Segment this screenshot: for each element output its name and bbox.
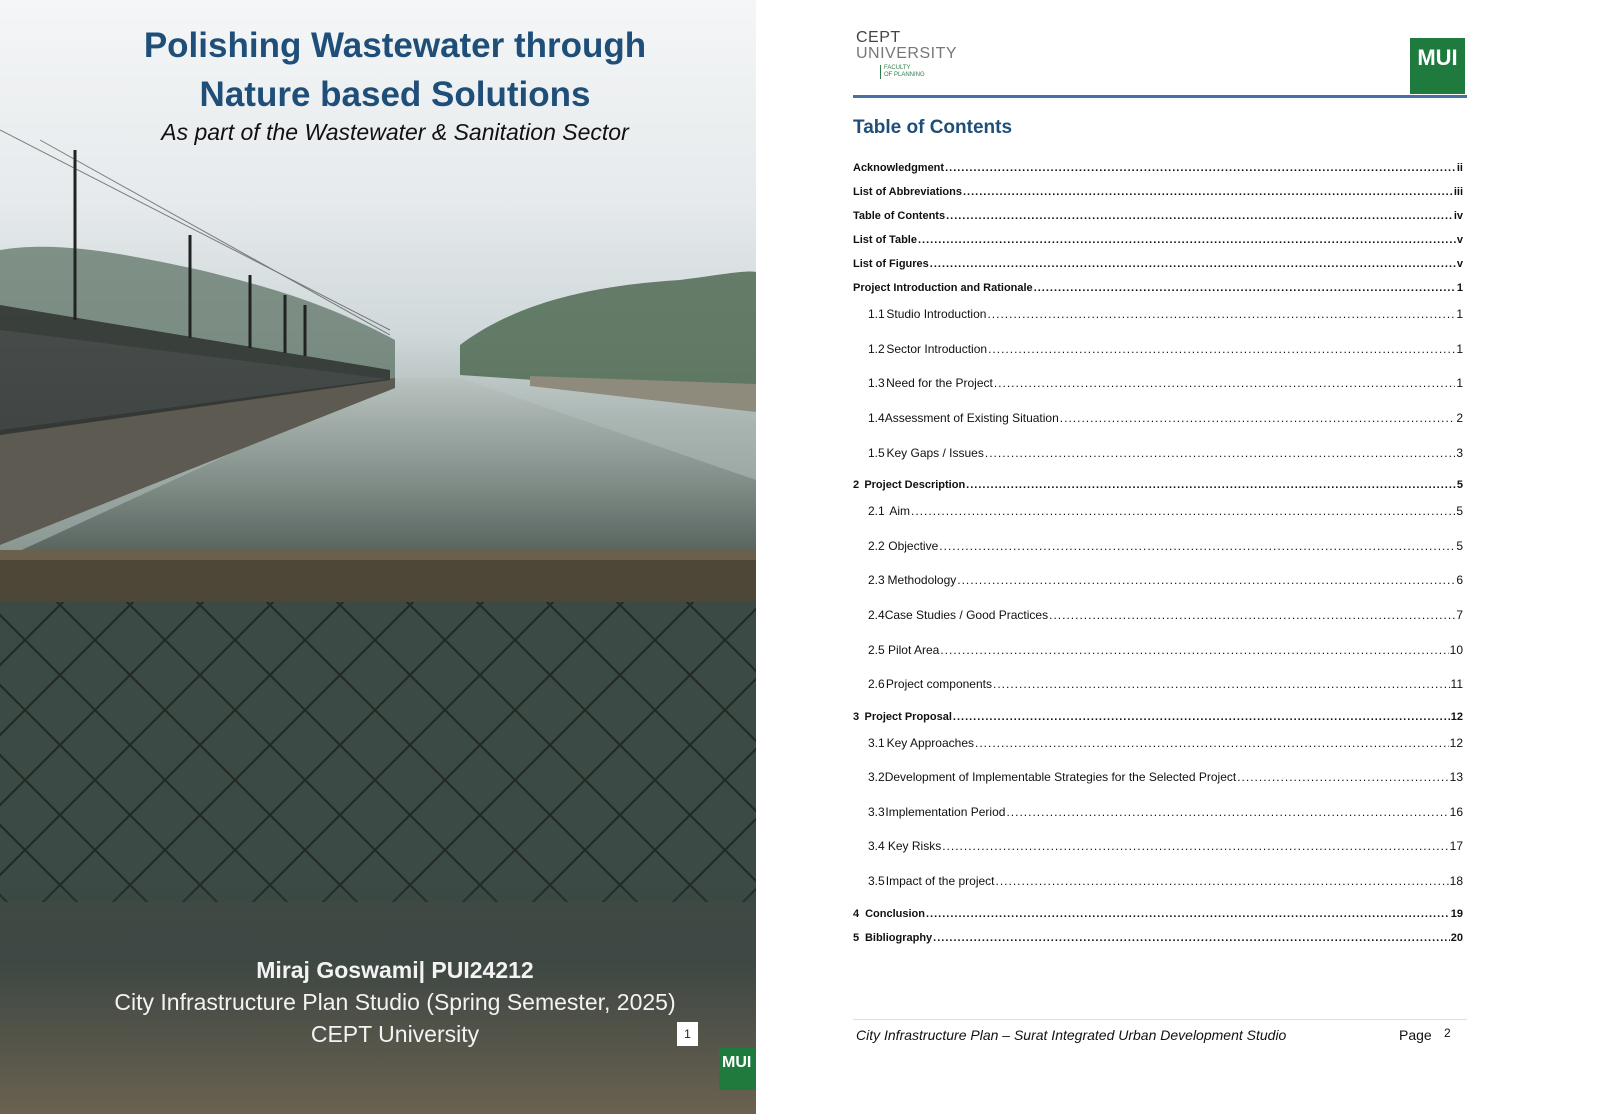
- cover-title-line-2: Nature based Solutions: [199, 75, 591, 114]
- toc-entry-page: v: [1456, 258, 1463, 270]
- toc-entry-page: iv: [1453, 210, 1463, 222]
- toc-entry-label: Assessment of Existing Situation: [884, 411, 1059, 425]
- toc-dot-leader: [966, 479, 1456, 491]
- toc-entry-label: Project Description: [864, 479, 966, 491]
- toc-entry-label: Project Introduction and Rationale: [853, 282, 1033, 294]
- toc-entry-label: Bibliography: [864, 932, 933, 944]
- toc-entry-page: 3: [1456, 446, 1463, 460]
- toc-dot-leader: [985, 446, 1455, 460]
- toc-entry[interactable]: [853, 446, 1463, 460]
- toc-entry[interactable]: [853, 677, 1463, 691]
- toc-entry-number: 2.1: [868, 504, 885, 518]
- toc-entry[interactable]: [853, 643, 1463, 657]
- toc-entry-label: Key Risks: [887, 839, 942, 853]
- toc-entry-number: 2.6: [868, 677, 885, 691]
- toc-entry-label: Studio Introduction: [886, 307, 987, 321]
- cover-university: CEPT University: [310, 1021, 480, 1047]
- footer-page-label: Page: [1399, 1027, 1432, 1043]
- toc-dot-leader: [939, 539, 1455, 553]
- toc-dot-leader: [918, 234, 1456, 246]
- mui-logo-small-text: MUI: [722, 1054, 752, 1071]
- cept-logo-line-1: CEPT: [856, 29, 901, 46]
- header-divider: [853, 95, 1467, 98]
- toc-entry-page: 7: [1456, 608, 1463, 622]
- toc-entry-page: 20: [1450, 932, 1463, 944]
- toc-entry-page: 10: [1449, 643, 1463, 657]
- toc-dot-leader: [1006, 805, 1448, 819]
- toc-entry[interactable]: [853, 258, 1463, 270]
- toc-entry[interactable]: [853, 342, 1463, 356]
- toc-dot-leader: [957, 573, 1455, 587]
- toc-entry-label: Table of Contents: [853, 210, 946, 222]
- toc-entry[interactable]: [853, 932, 1463, 944]
- toc-entry-label: Methodology: [887, 573, 957, 587]
- toc-entry-label: Impact of the project: [885, 874, 995, 888]
- toc-entry-page: 2: [1456, 411, 1463, 425]
- toc-dot-leader: [945, 162, 1456, 174]
- toc-dot-leader: [993, 677, 1450, 691]
- toc-entry-page: iii: [1453, 186, 1463, 198]
- toc-dot-leader: [946, 210, 1453, 222]
- toc-entry[interactable]: [853, 608, 1463, 622]
- toc-entry[interactable]: [853, 711, 1463, 723]
- toc-entry-label: Acknowledgment: [853, 162, 945, 174]
- toc-dot-leader: [1060, 411, 1456, 425]
- toc-dot-leader: [994, 376, 1455, 390]
- cover-page: [0, 0, 756, 1114]
- toc-entry-page: 16: [1449, 805, 1463, 819]
- toc-entry-label: Project components: [885, 677, 992, 691]
- toc-dot-leader: [987, 307, 1455, 321]
- toc-entry-page: 12: [1449, 736, 1463, 750]
- toc-entry-number: 2.2: [868, 539, 885, 553]
- toc-dot-leader: [940, 643, 1448, 657]
- toc-entry-page: 1: [1456, 376, 1463, 390]
- toc-entry-label: Pilot Area: [887, 643, 940, 657]
- toc-dot-leader: [930, 258, 1456, 270]
- cept-logo-faculty-2: OF PLANNING: [884, 72, 925, 78]
- toc-dot-leader: [933, 932, 1450, 944]
- toc-entry-number: 1.3: [868, 376, 885, 390]
- cept-logo-faculty-1: FACULTY: [884, 65, 911, 71]
- toc-entry-number: 3: [853, 711, 860, 723]
- toc-entry-number: 1.1: [868, 307, 885, 321]
- footer-text: City Infrastructure Plan – Surat Integrated Urban Development Studio: [856, 1027, 1287, 1043]
- toc-entry[interactable]: [853, 479, 1463, 491]
- toc-entry-label: Implementation Period: [885, 805, 1006, 819]
- toc-entry-page: v: [1456, 234, 1463, 246]
- cover-studio: City Infrastructure Plan Studio (Spring Semester, 2025): [114, 989, 676, 1015]
- toc-entry-number: 3.1: [868, 736, 885, 750]
- cept-university-logo: [856, 30, 957, 79]
- toc-entry-page: 12: [1450, 711, 1463, 723]
- toc-entry[interactable]: [853, 376, 1463, 390]
- toc-entry-number: 2.4: [868, 608, 885, 622]
- toc-entry-number: 1.4: [868, 411, 885, 425]
- toc-entry[interactable]: [853, 839, 1463, 853]
- toc-entry[interactable]: [853, 736, 1463, 750]
- toc-page: [756, 0, 1600, 1119]
- toc-entry[interactable]: [853, 234, 1463, 246]
- toc-entry-number: 1.5: [868, 446, 885, 460]
- toc-dot-leader: [996, 874, 1449, 888]
- toc-dot-leader: [1034, 282, 1456, 294]
- toc-dot-leader: [911, 504, 1455, 518]
- toc-dot-leader: [926, 908, 1450, 920]
- cover-page-number: 1: [677, 1022, 698, 1046]
- footer-page-number: 2: [1444, 1026, 1451, 1040]
- toc-entry-label: List of Table: [853, 234, 917, 246]
- toc-entry-label: Key Approaches: [886, 736, 974, 750]
- toc-dot-leader: [1237, 770, 1448, 784]
- cover-subtitle: As part of the Wastewater & Sanitation Sector: [161, 119, 629, 145]
- toc-entry-number: 3.3: [868, 805, 885, 819]
- toc-entry[interactable]: [853, 908, 1463, 920]
- mui-logo: [1410, 38, 1465, 94]
- cover-author: Miraj Goswami| PUI24212: [256, 957, 534, 983]
- toc-entry-number: 5: [853, 932, 860, 944]
- toc-entry-page: 6: [1456, 573, 1463, 587]
- toc-dot-leader: [975, 736, 1449, 750]
- toc-entry-label: Need for the Project: [886, 376, 993, 390]
- cept-logo-line-2: UNIVERSITY: [856, 45, 958, 62]
- toc-entry-page: 18: [1449, 874, 1463, 888]
- toc-entry-number: 3.2: [868, 770, 885, 784]
- toc-entry-label: Case Studies / Good Practices: [884, 608, 1049, 622]
- mui-logo-text: MUI: [1417, 45, 1458, 70]
- toc-entry-label: Project Proposal: [864, 711, 952, 723]
- toc-entry-number: 2: [853, 479, 860, 491]
- toc-entry[interactable]: [853, 210, 1463, 222]
- toc-entry[interactable]: [853, 874, 1463, 888]
- toc-entry[interactable]: [853, 411, 1463, 425]
- toc-dot-leader: [988, 342, 1455, 356]
- toc-entry-label: Aim: [889, 504, 911, 518]
- toc-entry-page: ii: [1456, 162, 1463, 174]
- toc-entry-number: 3.4: [868, 839, 885, 853]
- toc-entry-label: List of Figures: [853, 258, 929, 270]
- toc-entry-page: 5: [1456, 539, 1463, 553]
- toc-entry-page: 5: [1456, 479, 1463, 491]
- toc-heading: Table of Contents: [853, 117, 1013, 138]
- toc-entry[interactable]: [853, 186, 1463, 198]
- toc-entry[interactable]: [853, 770, 1463, 784]
- toc-entry[interactable]: [853, 539, 1463, 553]
- toc-entry-number: 2.3: [868, 573, 885, 587]
- toc-entry-label: Key Gaps / Issues: [886, 446, 984, 460]
- toc-dot-leader: [953, 711, 1450, 723]
- toc-entry-page: 11: [1450, 677, 1463, 691]
- footer-divider: [853, 1019, 1467, 1020]
- toc-dot-leader: [963, 186, 1453, 198]
- toc-dot-leader: [1049, 608, 1455, 622]
- mui-logo-small: [719, 1048, 756, 1090]
- toc-entry-page: 13: [1449, 770, 1463, 784]
- toc-entry-label: List of Abbreviations: [853, 186, 962, 198]
- toc-entry-number: 3.5: [868, 874, 885, 888]
- cover-photo: [0, 0, 756, 1114]
- toc-entry-label: Conclusion: [865, 908, 925, 920]
- toc-entry-page: 19: [1450, 908, 1463, 920]
- toc-entry[interactable]: [853, 504, 1463, 518]
- toc-entry-page: 17: [1449, 839, 1463, 853]
- toc-entry-number: 2.5: [868, 643, 885, 657]
- toc-entry-page: 1: [1456, 342, 1463, 356]
- cover-title-line-1: Polishing Wastewater through: [143, 26, 647, 65]
- toc-entry-label: Objective: [888, 539, 939, 553]
- toc-entry-label: Development of Implementable Strategies for the Selected Project: [884, 770, 1237, 784]
- toc-entry-number: 1.2: [868, 342, 885, 356]
- toc-entry[interactable]: [853, 282, 1463, 294]
- toc-entry-page: 1: [1456, 282, 1463, 294]
- toc-entry-page: 5: [1456, 504, 1463, 518]
- toc-entry[interactable]: [853, 307, 1463, 321]
- toc-entry-label: Sector Introduction: [886, 342, 988, 356]
- toc-entry-page: 1: [1456, 307, 1463, 321]
- cept-logo-faculty: [880, 65, 957, 79]
- toc-dot-leader: [942, 839, 1448, 853]
- toc-entry[interactable]: [853, 573, 1463, 587]
- toc-entry[interactable]: [853, 162, 1463, 174]
- toc-entry[interactable]: [853, 805, 1463, 819]
- toc-entry-number: 4: [853, 908, 860, 920]
